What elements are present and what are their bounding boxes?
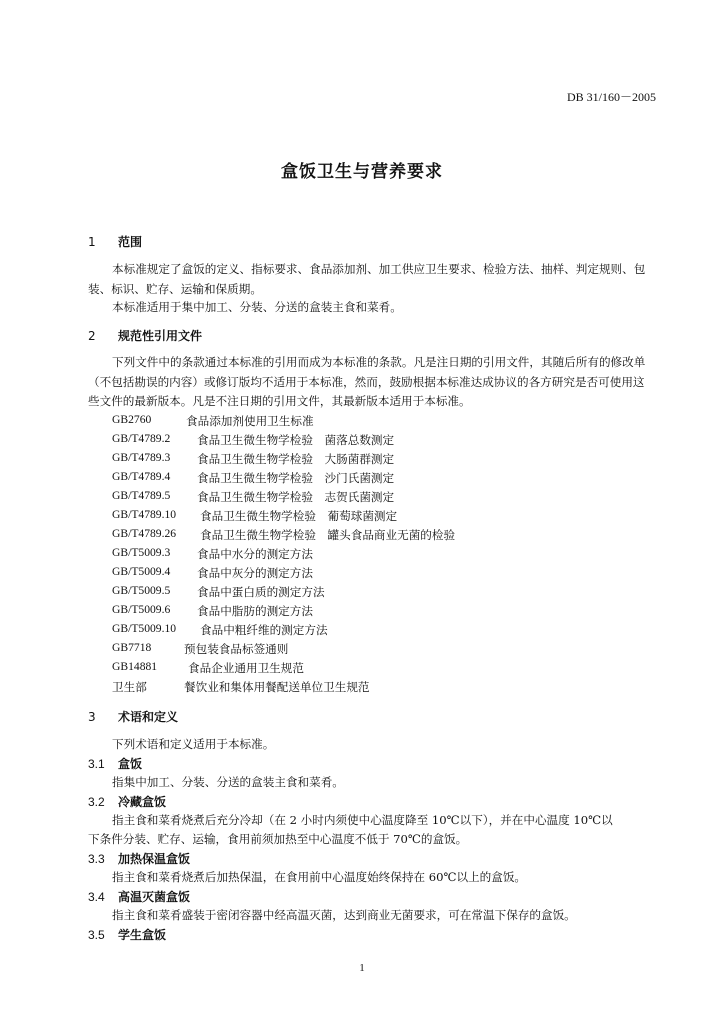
reference-item: GB/T4789.5 食品卫生微生物学检验 志贺氏菌测定 — [112, 489, 395, 504]
reference-title: 食品中蛋白质的测定方法 — [197, 586, 325, 599]
references-intro-paragraph: 下列文件中的条款通过本标准的引用而成为本标准的条款。凡是注日期的引用文件，其随后所有的修改单（不包括勘误的内容）或修订版均不适用于本标准，然而，鼓励根据本标准达成协议的各方研究是否可使用这些文件的最新版本。凡是不注日期的引用文件，其最新版本适用于本标准。 — [88, 355, 646, 408]
reference-title: 食品卫生微生物学检验 葡萄球菌测定 — [200, 510, 398, 523]
term-title: 高温灭菌盒饭 — [118, 890, 191, 904]
terms-intro-paragraph: 下列术语和定义适用于本标准。 — [112, 737, 275, 751]
reference-item: GB/T5009.5 食品中蛋白质的测定方法 — [112, 584, 325, 599]
reference-title: 食品中粗纤维的测定方法 — [200, 624, 328, 637]
term-definition: 下条件分装、贮存、运输，食用前须加热至中心温度不低于 70℃的盒饭。 — [88, 832, 468, 846]
section-heading-scope — [88, 233, 142, 250]
reference-item: GB/T5009.6 食品中脂肪的测定方法 — [112, 603, 313, 618]
term-title: 盒饭 — [118, 757, 143, 771]
term-definition: 指主食和菜肴烧煮后加热保温，在食用前中心温度始终保持在 60℃以上的盒饭。 — [112, 870, 527, 884]
reference-item: GB2760 食品添加剂使用卫生标准 — [112, 413, 314, 428]
term-heading: 3.1 盒饭 — [88, 757, 143, 771]
section-heading-terms-definitions — [88, 708, 178, 725]
reference-title: 食品中水分的测定方法 — [197, 548, 313, 561]
section-title: 术语和定义 — [118, 710, 179, 724]
reference-title: 食品卫生微生物学检验 大肠菌群测定 — [197, 453, 395, 466]
reference-item: 卫生部 餐饮业和集体用餐配送单位卫生规范 — [112, 681, 370, 694]
term-heading: 3.2 冷藏盒饭 — [88, 795, 167, 809]
scope-paragraph: 本标准规定了盒饭的定义、指标要求、食品添加剂、加工供应卫生要求、检验方法、抽样、判定规则、包装、标识、贮存、运输和保质期。 — [88, 262, 646, 296]
scope-paragraph: 本标准适用于集中加工、分装、分送的盒装主食和菜肴。 — [112, 300, 402, 314]
reference-title: 预包装食品标签通则 — [184, 643, 289, 656]
standard-code: DB 31/160－2005 — [566, 90, 656, 104]
reference-item: GB/T4789.10 食品卫生微生物学检验 葡萄球菌测定 — [112, 508, 398, 523]
reference-item: GB/T4789.26 食品卫生微生物学检验 罐头食品商业无菌的检验 — [112, 527, 456, 542]
reference-item: GB14881 食品企业通用卫生规范 — [112, 660, 304, 675]
section-title: 规范性引用文件 — [118, 329, 203, 343]
reference-item: GB/T5009.3 食品中水分的测定方法 — [112, 546, 313, 561]
document-title: 盒饭卫生与营养要求 — [281, 162, 443, 182]
reference-item: GB/T5009.4 食品中灰分的测定方法 — [112, 565, 313, 580]
section-number: 2 — [88, 329, 96, 343]
term-title: 冷藏盒饭 — [118, 795, 167, 809]
reference-item: GB/T4789.3 食品卫生微生物学检验 大肠菌群测定 — [112, 451, 395, 466]
reference-title: 食品中灰分的测定方法 — [197, 567, 313, 580]
term-definition: 指集中加工、分装、分送的盒装主食和菜肴。 — [112, 775, 344, 789]
term-definition: 指主食和菜肴烧煮后充分冷却（在 2 小时内须使中心温度降至 10℃以下），并在中心温度 10℃以 — [112, 813, 613, 827]
term-heading: 3.3 加热保温盒饭 — [88, 852, 191, 866]
reference-title: 食品添加剂使用卫生标准 — [186, 415, 314, 428]
reference-title: 食品卫生微生物学检验 志贺氏菌测定 — [197, 491, 395, 504]
term-heading: 3.4 高温灭菌盒饭 — [88, 890, 191, 904]
reference-title: 餐饮业和集体用餐配送单位卫生规范 — [184, 681, 370, 694]
reference-title: 食品卫生微生物学检验 菌落总数测定 — [197, 434, 395, 447]
section-number: 1 — [88, 235, 96, 249]
reference-item: GB7718 预包装食品标签通则 — [112, 641, 289, 656]
term-title: 学生盒饭 — [118, 928, 167, 942]
reference-title: 食品卫生微生物学检验 罐头食品商业无菌的检验 — [200, 529, 456, 542]
reference-item: GB/T4789.4 食品卫生微生物学检验 沙门氏菌测定 — [112, 470, 395, 485]
term-title: 加热保温盒饭 — [118, 852, 191, 866]
reference-title: 食品企业通用卫生规范 — [188, 662, 304, 675]
reference-title: 食品中脂肪的测定方法 — [197, 605, 313, 618]
reference-item: GB/T4789.2 食品卫生微生物学检验 菌落总数测定 — [112, 432, 395, 447]
page-number: 1 — [359, 962, 365, 974]
reference-item: GB/T5009.10 食品中粗纤维的测定方法 — [112, 622, 328, 637]
reference-title: 食品卫生微生物学检验 沙门氏菌测定 — [197, 472, 395, 485]
section-title: 范围 — [118, 235, 143, 249]
term-heading: 3.5 学生盒饭 — [88, 928, 167, 942]
term-definition: 指主食和菜肴盛装于密闭容器中经高温灭菌，达到商业无菌要求，可在常温下保存的盒饭。 — [112, 908, 576, 922]
section-number: 3 — [88, 710, 96, 724]
section-heading-normative-references — [88, 327, 202, 344]
